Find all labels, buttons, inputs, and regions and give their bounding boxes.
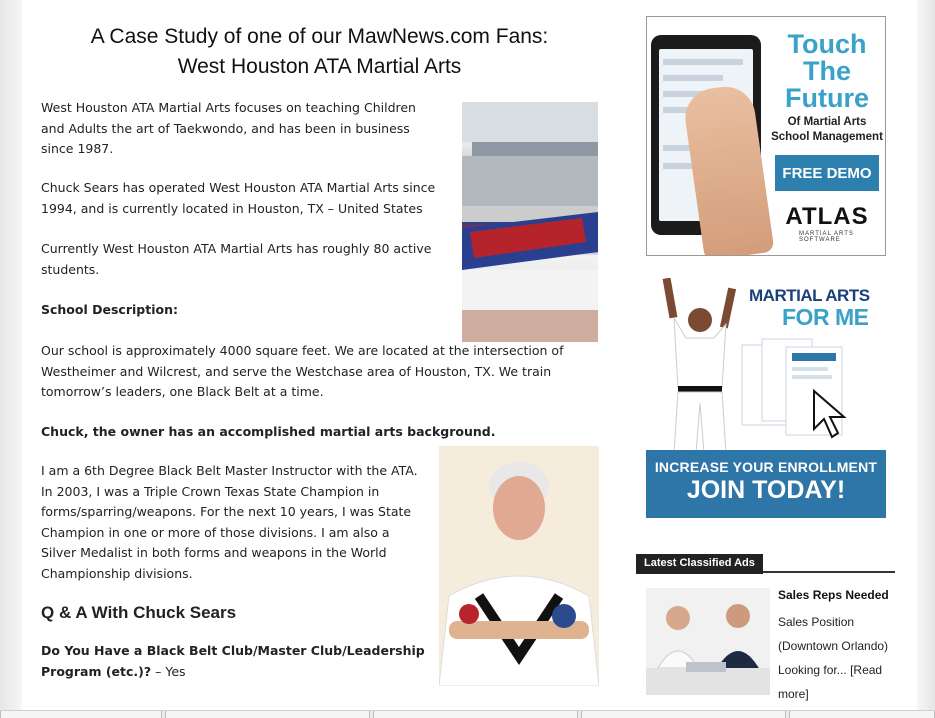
atlas-ad-headline [767, 31, 886, 112]
atlas-subtitle-line1: Of Martial Arts [787, 116, 867, 128]
atlas-headline-line2: The [802, 56, 851, 86]
window-frame-left [0, 0, 22, 718]
intro-paragraph: West Houston ATA Martial Arts focuses on teaching Children and Adults the art of Taekwondo, and has been in business since 1987. [41, 100, 416, 156]
qa-answer-1: – Yes [151, 663, 186, 679]
owner-background-text: I am a 6th Degree Black Belt Master Instructor with the ATA. In 2003, I was a Triple Crown Texas State Champion in forms/sparring/weapons. For the next 10 years, I was State Champion in one or more of those divisions. I am also a Silver Medalist in both forms and weapons in the World Championship divisions. [41, 463, 418, 581]
bottom-tab[interactable] [165, 711, 370, 718]
mafm-brand-line1: MARTIAL ARTS [749, 286, 870, 305]
school-description-heading: School Description: [41, 302, 178, 317]
instructor-photo [439, 446, 599, 686]
students-paragraph: Currently West Houston ATA Martial Arts has roughly 80 active students. [41, 241, 432, 277]
school-description-text: Our school is approximately 4000 square feet. We are located at the intersection of Westheimer and Wilcrest, and serve the Westchase area of Houston, TX. We train tomorrow’s leaders, one Black Belt at a time. [41, 343, 564, 399]
martial-arts-for-me-ad[interactable] [646, 278, 886, 518]
bottom-tab[interactable] [789, 711, 935, 718]
page-title-line1: A Case Study of one of our MawNews.com Fans: [90, 25, 549, 48]
join-today-text: JOIN TODAY! [686, 476, 846, 504]
qa-heading: Q & A With Chuck Sears [41, 603, 237, 622]
qa-question-1-text: Do You Have a Black Belt Club/Master Club/Leadership Program (etc.)? [41, 643, 425, 679]
karate-fighter-illustration [660, 278, 738, 453]
atlas-headline-line3: Future [785, 83, 869, 113]
page-title-line2: West Houston ATA Martial Arts [177, 55, 462, 78]
classified-thumbnail[interactable] [646, 588, 770, 695]
documents-illustration [736, 333, 856, 443]
page-content [22, 0, 917, 710]
screen-bar [663, 75, 723, 81]
bottom-tab[interactable] [0, 711, 162, 718]
read-more-link[interactable]: [Read more] [778, 663, 883, 701]
owner-paragraph: Chuck Sears has operated West Houston ATA Martial Arts since 1994, and is currently located in Houston, TX – United States [41, 180, 436, 216]
qa-question-1 [41, 641, 426, 682]
enrollment-text: INCREASE YOUR ENROLLMENT [654, 459, 878, 475]
classified-thumbnail-art [646, 588, 770, 695]
classified-ads-tag: Latest Classified Ads [636, 554, 763, 574]
classified-excerpt-text: Sales Position (Downtown Orlando) Looking for... [778, 615, 889, 677]
dojo-photo-art [462, 102, 598, 342]
screen-bar [663, 59, 743, 65]
atlas-logo-tagline: MARTIAL ARTS SOFTWARE [799, 231, 854, 243]
instructor-photo-art [439, 446, 599, 686]
bottom-tab-strip [0, 710, 935, 718]
atlas-logo: ATLAS [785, 203, 869, 230]
mafm-brand-line2: FOR ME [782, 304, 869, 330]
bottom-tab[interactable] [373, 711, 578, 718]
dojo-photo [462, 102, 598, 342]
window-frame-right [917, 0, 935, 718]
atlas-subtitle-line2: School Management [771, 131, 883, 143]
owner-background-heading: Chuck, the owner has an accomplished martial arts background. [41, 424, 496, 439]
enrollment-band[interactable] [646, 450, 886, 518]
classified-ads-header [636, 553, 895, 573]
atlas-ad-banner[interactable] [646, 16, 886, 256]
classified-title-link[interactable]: Sales Reps Needed [778, 588, 889, 602]
atlas-ad-subtitle [767, 115, 886, 145]
page-title [22, 22, 617, 82]
free-demo-button[interactable]: FREE DEMO [775, 155, 879, 191]
classified-excerpt [778, 610, 896, 706]
atlas-headline-line1: Touch [787, 29, 867, 59]
bottom-tab[interactable] [581, 711, 786, 718]
